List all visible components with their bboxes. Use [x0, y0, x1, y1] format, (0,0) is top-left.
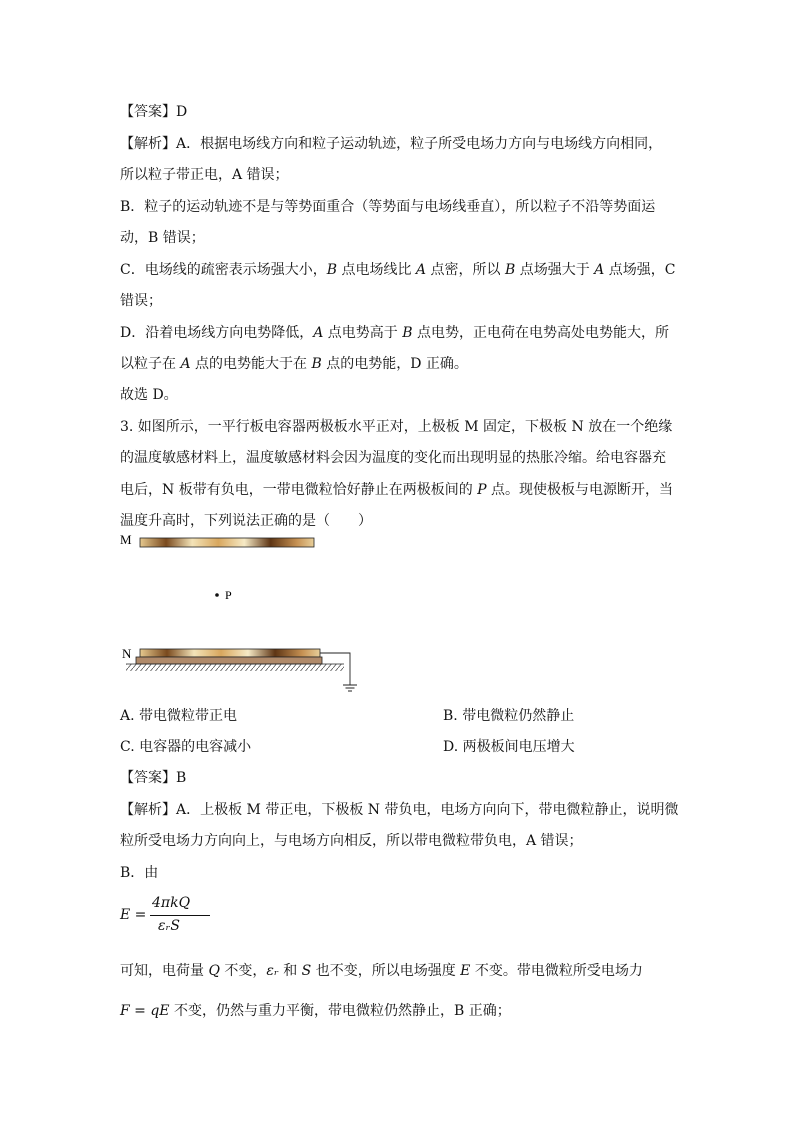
analysis-line: 故选 D。 — [120, 387, 178, 403]
question-stem: 的温度敏感材料上，温度敏感材料会因为温度的变化而出现明显的热胀冷缩。给电容器充 — [120, 450, 666, 466]
field-formula — [120, 895, 240, 941]
formula-lhs: E = — [120, 907, 147, 923]
analysis-tag: 【解析】 — [120, 802, 176, 818]
point-p-label: P — [225, 588, 232, 602]
option-b: B. 带电微粒仍然静止 — [443, 708, 575, 724]
analysis-tag: 【解析】 — [120, 136, 176, 152]
answer-value: D — [176, 104, 188, 120]
question-stem: 3. 如图所示，一平行板电容器两极板水平正对，上极板 M 固定，下极板 N 放在一个绝缘 — [120, 419, 673, 435]
analysis-line: 动，B 错误； — [120, 230, 205, 246]
plate-n — [140, 649, 320, 657]
analysis-line: C．电场线的疏密表示场强大小，B 点电场线比 A 点密，所以 B 点场强大于 A 点场强，C — [120, 262, 676, 278]
analysis-line: D．沿着电场线方向电势降低，A 点电势高于 B 点电势，正电荷在电势高处电势能大，所 — [120, 325, 670, 341]
option-a: A. 带电微粒带正电 — [120, 708, 238, 724]
analysis-line: 【解析】A．根据电场线方向和粒子运动轨迹，粒子所受电场力方向与电场线方向相同， — [120, 136, 663, 152]
analysis-line: B．由 — [120, 865, 159, 881]
ground-surface — [126, 664, 344, 671]
question-stem: 电后，N 板带有负电，一带电微粒恰好静止在两极板间的 P 点。现使极板与电源断开，当 — [120, 482, 674, 498]
analysis-line: 以粒子在 A 点的电势能大于在 B 点的电势能，D 正确。 — [120, 356, 468, 372]
analysis-line: 所以粒子带正电，A 错误； — [120, 167, 289, 183]
option-d: D. 两极板间电压增大 — [443, 739, 575, 755]
analysis-line: B．粒子的运动轨迹不是与等势面重合（等势面与电场线垂直），所以粒子不沿等势面运 — [120, 199, 656, 215]
analysis-line: 粒所受电场力方向向上，与电场方向相反，所以带电微粒带负电，A 错误； — [120, 833, 583, 849]
capacitor-figure — [118, 530, 368, 700]
analysis-line: 错误； — [120, 293, 162, 309]
option-c: C. 电容器的电容减小 — [120, 739, 252, 755]
answer-tag: 【答案】 — [120, 104, 176, 120]
answer-line-q2 — [120, 102, 187, 122]
point-p-dot — [215, 593, 219, 597]
answer-tag: 【答案】 — [120, 770, 176, 786]
question-stem: 温度升高时，下列说法正确的是（ ） — [120, 513, 372, 529]
analysis-line: 【解析】A．上极板 M 带正电，下极板 N 带负电，电场方向向下，带电微粒静止，说明微 — [120, 802, 679, 818]
plate-m — [140, 538, 314, 547]
fraction-bar — [150, 915, 210, 916]
plate-n-label: N — [122, 646, 132, 661]
analysis-line: F = qE 不变，仍然与重力平衡，带电微粒仍然静止，B 正确； — [120, 1003, 511, 1019]
plate-m-label: M — [120, 532, 132, 547]
analysis-line: 可知，电荷量 Q 不变，εᵣ 和 S 也不变，所以电场强度 E 不变。带电微粒所受电场力 — [120, 963, 643, 979]
formula-denominator: εᵣS — [158, 918, 180, 934]
answer-value: B — [176, 770, 187, 786]
ground-symbol — [343, 685, 357, 691]
formula-numerator: 4πkQ — [152, 895, 191, 911]
temperature-sensitive-material — [136, 657, 322, 664]
answer-line-q3 — [120, 768, 186, 788]
